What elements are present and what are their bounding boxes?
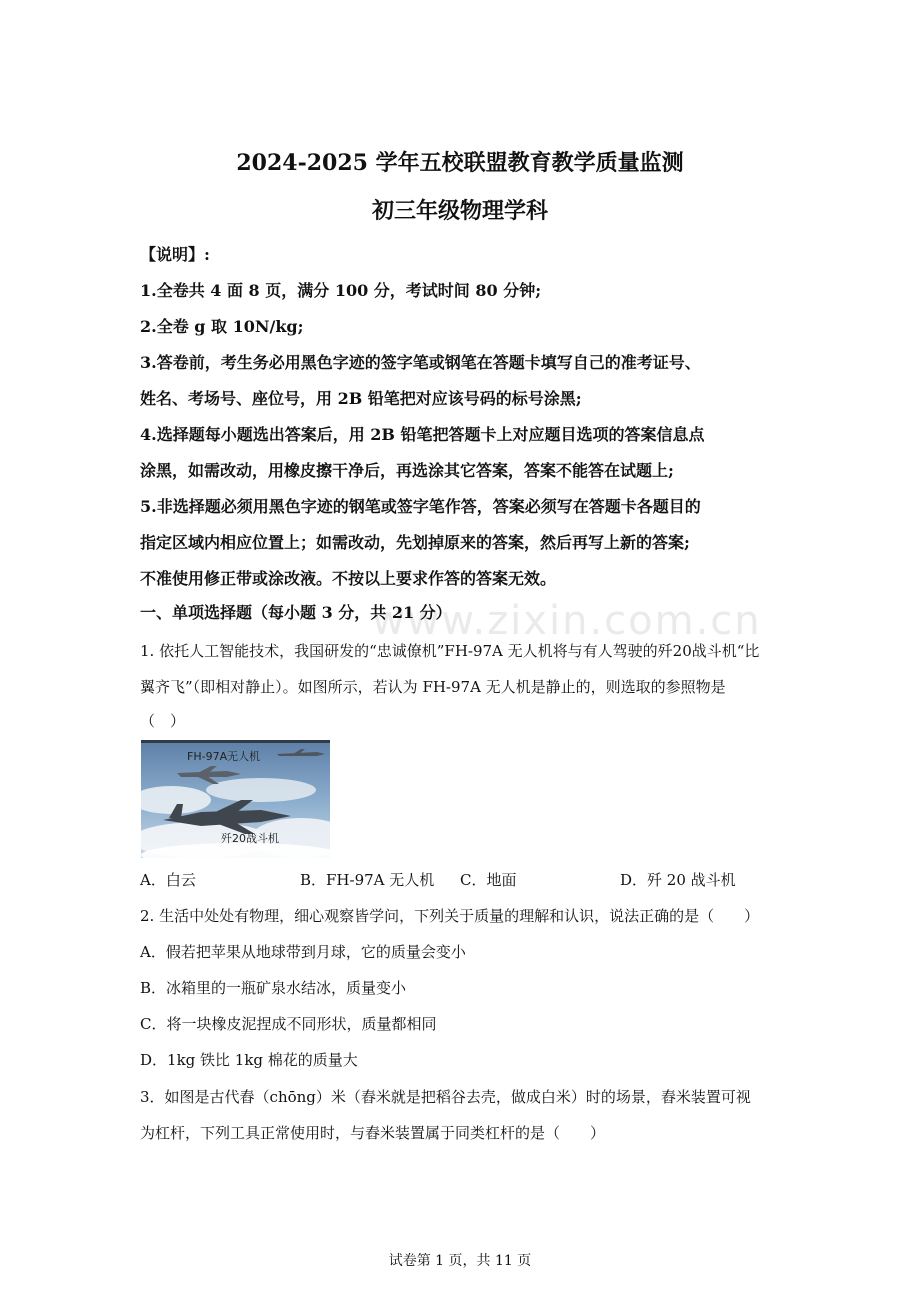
question-1-line: （ ）: [140, 712, 186, 730]
instruction-line: 涂黑，如需改动，用橡皮擦干净后，再选涂其它答案，答案不能答在试题上;: [140, 461, 674, 480]
instruction-line: 2.全卷 g 取 10N/kg;: [140, 317, 304, 336]
question-1-line: 1. 依托人工智能技术，我国研发的“忠诚僚机”FH-97A 无人机将与有人驾驶的歼20战斗机“比: [140, 642, 760, 660]
question-1-option-a: A．白云: [140, 871, 196, 889]
question-2-option-c: C．将一块橡皮泥捏成不同形状，质量都相同: [140, 1015, 437, 1033]
watermark: www.zixin.com.cn: [372, 598, 762, 644]
exam-title: 2024-2025 学年五校联盟教育教学质量监测: [236, 150, 684, 176]
instruction-line: 指定区域内相应位置上；如需改动，先划掉原来的答案，然后再写上新的答案;: [140, 533, 690, 552]
page-footer: 试卷第 1 页，共 11 页: [388, 1253, 532, 1269]
instruction-line: 4.选择题每小题选出答案后，用 2B 铅笔把答题卡上对应题目选项的答案信息点: [140, 425, 705, 444]
question-1-option-b: B．FH-97A 无人机: [300, 871, 435, 889]
question-1-line: 翼齐飞”（即相对静止）。如图所示，若认为 FH-97A 无人机是静止的，则选取的参照物是: [140, 678, 726, 696]
question-2-option-b: B．冰箱里的一瓶矿泉水结冰，质量变小: [140, 979, 407, 997]
question-3-line: 3．如图是古代舂（chōng）米（舂米就是把稻谷去壳，做成白米）时的场景，舂米装置可视: [140, 1088, 751, 1106]
instruction-line: 不准使用修正带或涂改液。不按以上要求作答的答案无效。: [140, 569, 557, 588]
instructions-heading: 【说明】:: [140, 245, 210, 264]
question-2-option-a: A．假若把苹果从地球带到月球，它的质量会变小: [140, 943, 466, 961]
instruction-line: 姓名、考场号、座位号，用 2B 铅笔把对应该号码的标号涂黑;: [140, 389, 582, 408]
section-heading: 一、单项选择题（每小题 3 分，共 21 分）: [140, 603, 452, 622]
fighter-label: 歼20战斗机: [221, 832, 279, 845]
instruction-line: 1.全卷共 4 面 8 页，满分 100 分，考试时间 80 分钟;: [140, 281, 542, 300]
drone-label: FH-97A无人机: [187, 750, 261, 763]
question-2-stem: 2. 生活中处处有物理，细心观察皆学问，下列关于质量的理解和认识，说法正确的是（ ）: [140, 907, 760, 925]
question-1-option-d: D．歼 20 战斗机: [620, 871, 736, 889]
instruction-line: 3.答卷前，考生务必用黑色字迹的签字笔或钢笔在答题卡填写自己的准考证号、: [140, 353, 701, 372]
question-3-line: 为杠杆，下列工具正常使用时，与舂米装置属于同类杠杆的是（ ）: [140, 1124, 606, 1142]
question-2-option-d: D．1kg 铁比 1kg 棉花的质量大: [140, 1051, 358, 1069]
exam-subtitle: 初三年级物理学科: [371, 198, 548, 224]
instruction-line: 5.非选择题必须用黑色字迹的钢笔或签字笔作答，答案必须写在答题卡各题目的: [140, 497, 701, 516]
aircraft-figure: [141, 740, 330, 858]
question-1-option-c: C．地面: [460, 871, 517, 889]
